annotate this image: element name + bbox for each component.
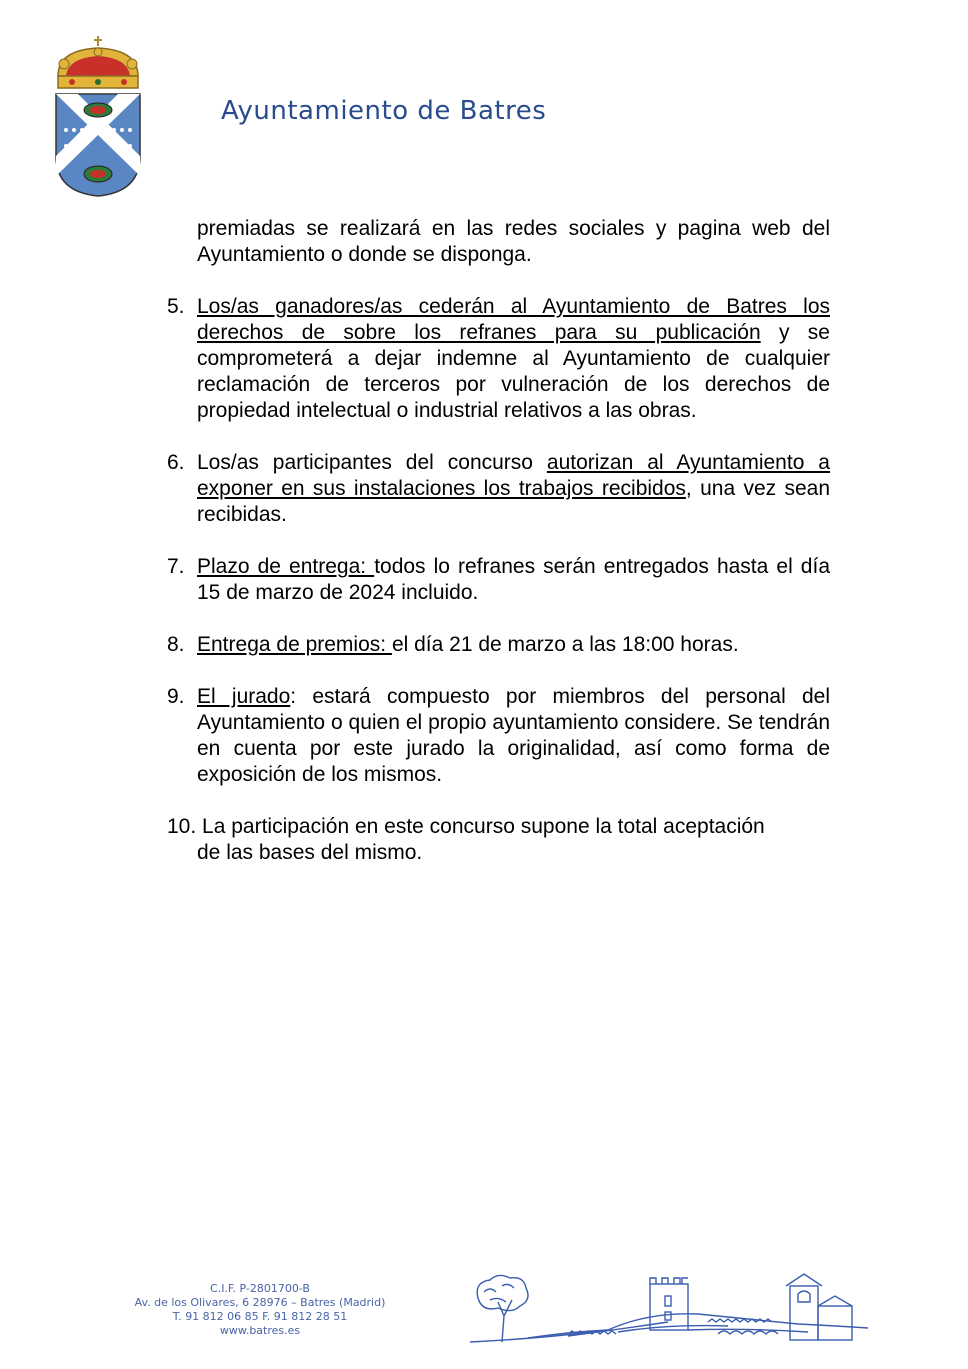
list-item-7 (167, 554, 830, 606)
item-number: 7. (167, 555, 185, 578)
item-text: Los/as participantes del concurso (197, 451, 547, 474)
footer-address: Av. de los Olivares, 6 28976 – Batres (Madrid) (134, 1296, 386, 1309)
continuation-paragraph: premiadas se realizará en las redes sociales y pagina web del Ayuntamiento o donde se disponga. (197, 217, 830, 266)
landscape-illustration-icon (468, 1272, 870, 1344)
list-item-6 (167, 450, 830, 528)
underlined-text: Entrega de premios: (197, 633, 392, 656)
item-number: 5. (167, 295, 185, 318)
document-body (167, 216, 830, 866)
list-item-9 (167, 684, 830, 788)
list-item-5 (167, 294, 830, 424)
underlined-text: El jurado (197, 685, 291, 708)
underlined-text: Los/as ganadores/as cederán al Ayuntamiento de Batres los derechos de sobre los refranes para su publicación (197, 295, 830, 344)
item-number: 6. (167, 451, 185, 474)
page-title: Ayuntamiento de Batres (221, 96, 547, 126)
item-text: el día 21 de marzo a las 18:00 horas. (391, 633, 739, 656)
underlined-text: Plazo de entrega: (197, 555, 375, 578)
item-text: de las bases del mismo. (197, 841, 423, 864)
item-text: : estará compuesto por miembros del personal del Ayuntamiento o quien el propio ayuntamiento considere. Se tendrán en cuenta por este jurado la originalidad, así como forma de exposición de los mismos. (197, 685, 831, 786)
item-number: 8. (167, 633, 185, 656)
footer-contact (110, 1282, 410, 1338)
coat-of-arms-icon (52, 36, 144, 198)
item-number: 10. (167, 815, 197, 838)
footer-cif: C.I.F. P-2801700-B (210, 1282, 310, 1295)
item-number: 9. (167, 685, 185, 708)
footer-web: www.batres.es (219, 1324, 301, 1337)
footer-phones: T. 91 812 06 85 F. 91 812 28 51 (172, 1310, 348, 1323)
list-item-8 (167, 632, 830, 658)
item-text: todos lo refranes serán entregados hasta el día 15 de marzo de 2024 incluido. (197, 555, 831, 604)
underlined-text: autorizan al Ayuntamiento a exponer en sus instalaciones los trabajos recibidos (197, 451, 830, 500)
item-text: , una vez sean recibidas. (197, 477, 831, 526)
item-text: La participación en este concurso supone la total aceptación (196, 815, 765, 838)
list-item-10 (167, 814, 830, 866)
item-text: y se comprometerá a dejar indemne al Ayuntamiento de cualquier reclamación de terceros por vulneración de los derechos de propiedad intelectual o industrial relativos a las obras. (197, 321, 830, 422)
